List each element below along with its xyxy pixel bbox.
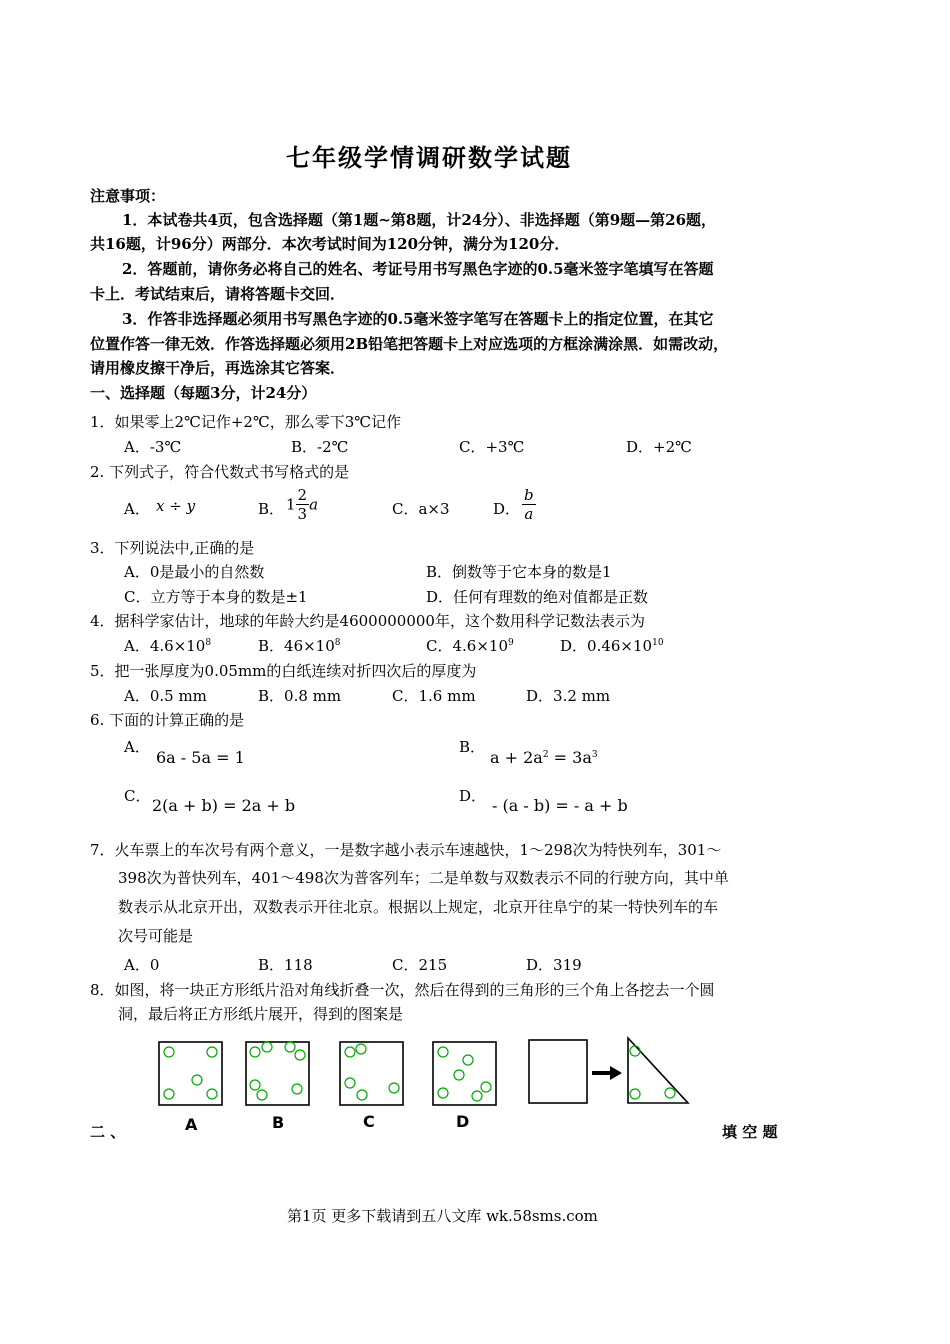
question-line: 8．如图，将一块正方形纸片沿对角线折叠一次，然后在得到的三角形的三个角上各挖去一个圆 (90, 981, 715, 999)
option: D．$0.46\times 10^{10}$ (560, 637, 664, 655)
folded-triangle (628, 1038, 688, 1103)
figure-d-square (433, 1042, 496, 1105)
mixed-fraction (286, 486, 318, 523)
hole-circle (630, 1046, 640, 1056)
option: B．倒数等于它本身的数是1 (426, 563, 612, 581)
question-line: 7．火车票上的车次号有两个意义，一是数字越小表示车速越快，1～298次为特快列车，301～ (90, 841, 722, 859)
option-label: A． (124, 738, 150, 756)
option: B．$46\times 10^8$ (258, 637, 341, 655)
figure-c-square (340, 1042, 403, 1105)
option-label: B． (258, 500, 285, 518)
option: A．$4.6\times 10^8$ (124, 637, 212, 655)
notice-line: 1．本试卷共4页，包含选择题（第1题~第8题，计24分）、非选择题（第9题—第26题， (122, 211, 717, 229)
option-label: A． (124, 500, 150, 518)
option: C．$4.6\times 10^9$ (426, 637, 514, 655)
page-footer: 第1页 更多下载请到五八文库 wk.58sms.com (287, 1207, 598, 1225)
option: D．+2℃ (626, 438, 692, 456)
fraction-denominator: a (524, 505, 534, 523)
fraction-variable: a (309, 495, 319, 514)
notice-heading: 注意事项： (90, 187, 166, 205)
option: B．0.8 mm (258, 687, 342, 705)
hole-circle (357, 1090, 367, 1100)
figure-b-square (246, 1042, 309, 1105)
option: A．0是最小的自然数 (124, 563, 265, 581)
option-label: D． (493, 500, 521, 518)
math-expression: x ÷ y (156, 497, 196, 515)
question-stem: 5．把一张厚度为0.05mm的白纸连续对折四次后的厚度为 (90, 662, 477, 680)
figure-label: A (185, 1115, 198, 1134)
option: D．319 (526, 956, 582, 974)
hole-circle (438, 1088, 448, 1098)
notice-line: 请用橡皮擦干净后，再选涂其它答案． (90, 359, 346, 377)
arrow-head-icon (610, 1066, 622, 1080)
hole-circle (665, 1088, 675, 1098)
notice-line: 2．答题前，请你务必将自己的姓名、考证号用书写黑色字迹的0.5毫米签字笔填写在答题 (122, 260, 714, 278)
fraction (522, 486, 536, 523)
figure-label: D (456, 1112, 470, 1131)
hole-circle (389, 1083, 399, 1093)
option: D．任何有理数的绝对值都是正数 (426, 588, 649, 606)
hole-circle (250, 1080, 260, 1090)
option-label: D． (459, 787, 487, 805)
hole-circle (345, 1047, 355, 1057)
hole-circle (630, 1089, 640, 1099)
option: C．215 (392, 956, 448, 974)
math-expression: 2(a + b) = 2a + b (152, 796, 296, 815)
figure-label: B (272, 1113, 285, 1132)
hole-circle (207, 1047, 217, 1057)
section-heading: 二 、 (90, 1123, 126, 1141)
hole-circle (262, 1042, 272, 1052)
option: B．-2℃ (291, 438, 349, 456)
hole-circle (356, 1044, 366, 1054)
question-stem: 3．下列说法中,正确的是 (90, 539, 255, 557)
question-line: 次号可能是 (118, 927, 194, 945)
figure-a-square (159, 1042, 222, 1105)
hole-circle (207, 1089, 217, 1099)
fraction (296, 486, 310, 523)
math-expression: - (a - b) = - a + b (492, 796, 628, 815)
notice-line: 3．作答非选择题必须用书写黑色字迹的0.5毫米签字笔写在答题卡上的指定位置，在其它 (122, 310, 714, 328)
option: C．1.6 mm (392, 687, 476, 705)
hole-circle (472, 1091, 482, 1101)
math-expression: 6a - 5a = 1 (156, 748, 245, 767)
question-stem: 1．如果零上2℃记作+2℃，那么零下3℃记作 (90, 413, 402, 431)
plain-square (529, 1040, 587, 1103)
question-stem: 2. 下列式子，符合代数式书写格式的是 (90, 463, 350, 481)
option: D．3.2 mm (526, 687, 611, 705)
hole-circle (345, 1078, 355, 1088)
option: A．-3℃ (124, 438, 182, 456)
fraction-denominator: 3 (297, 505, 308, 523)
hole-circle (454, 1070, 464, 1080)
hole-circle (192, 1075, 202, 1085)
option: C．立方等于本身的数是±1 (124, 588, 308, 606)
figure-label: C (363, 1112, 375, 1131)
section-heading-right: 填 空 题 (722, 1123, 778, 1141)
hole-circle (257, 1090, 267, 1100)
notice-line: 卡上．考试结束后，请将答题卡交回． (90, 285, 346, 303)
notice-line: 共16题，计96分）两部分．本次考试时间为120分钟，满分为120分． (90, 235, 570, 253)
question-stem: 4．据科学家估计，地球的年龄大约是4600000000年，这个数用科学记数法表示为 (90, 612, 645, 630)
option: B．118 (258, 956, 313, 974)
section-heading: 一、选择题（每题3分，计24分） (90, 384, 317, 402)
option: A．0 (124, 956, 160, 974)
folding-figures (150, 1035, 710, 1135)
hole-circle (481, 1082, 491, 1092)
option-label: C．a×3 (392, 500, 450, 518)
question-line: 洞，最后将正方形纸片展开，得到的图案是 (118, 1005, 404, 1023)
page-title: 七年级学情调研数学试题 (286, 143, 572, 172)
fraction-whole: 1 (286, 495, 296, 514)
fraction-numerator: b (524, 486, 534, 504)
option-label: C． (124, 787, 151, 805)
question-line: 数表示从北京开出，双数表示开往北京。根据以上规定，北京开往阜宁的某一特快列车的车 (118, 898, 719, 916)
hole-circle (164, 1089, 174, 1099)
hole-circle (164, 1047, 174, 1057)
hole-circle (285, 1042, 295, 1052)
hole-circle (463, 1055, 473, 1065)
question-stem: 6. 下面的计算正确的是 (90, 711, 245, 729)
hole-circle (295, 1050, 305, 1060)
math-expression: $a + 2a^2 = 3a^3$ (490, 748, 598, 767)
hole-circle (292, 1084, 302, 1094)
fraction-numerator: 2 (297, 486, 308, 504)
option: C．+3℃ (459, 438, 525, 456)
notice-line: 位置作答一律无效．作答选择题必须用2B铅笔把答题卡上对应选项的方框涂满涂黑．如需改动， (90, 335, 729, 353)
question-line: 398次为普快列车，401～498次为普客列车；二是单数与双数表示不同的行驶方向，其中单 (118, 869, 729, 887)
hole-circle (250, 1047, 260, 1057)
option: A．0.5 mm (124, 687, 207, 705)
option-label: B． (459, 738, 486, 756)
hole-circle (438, 1047, 448, 1057)
